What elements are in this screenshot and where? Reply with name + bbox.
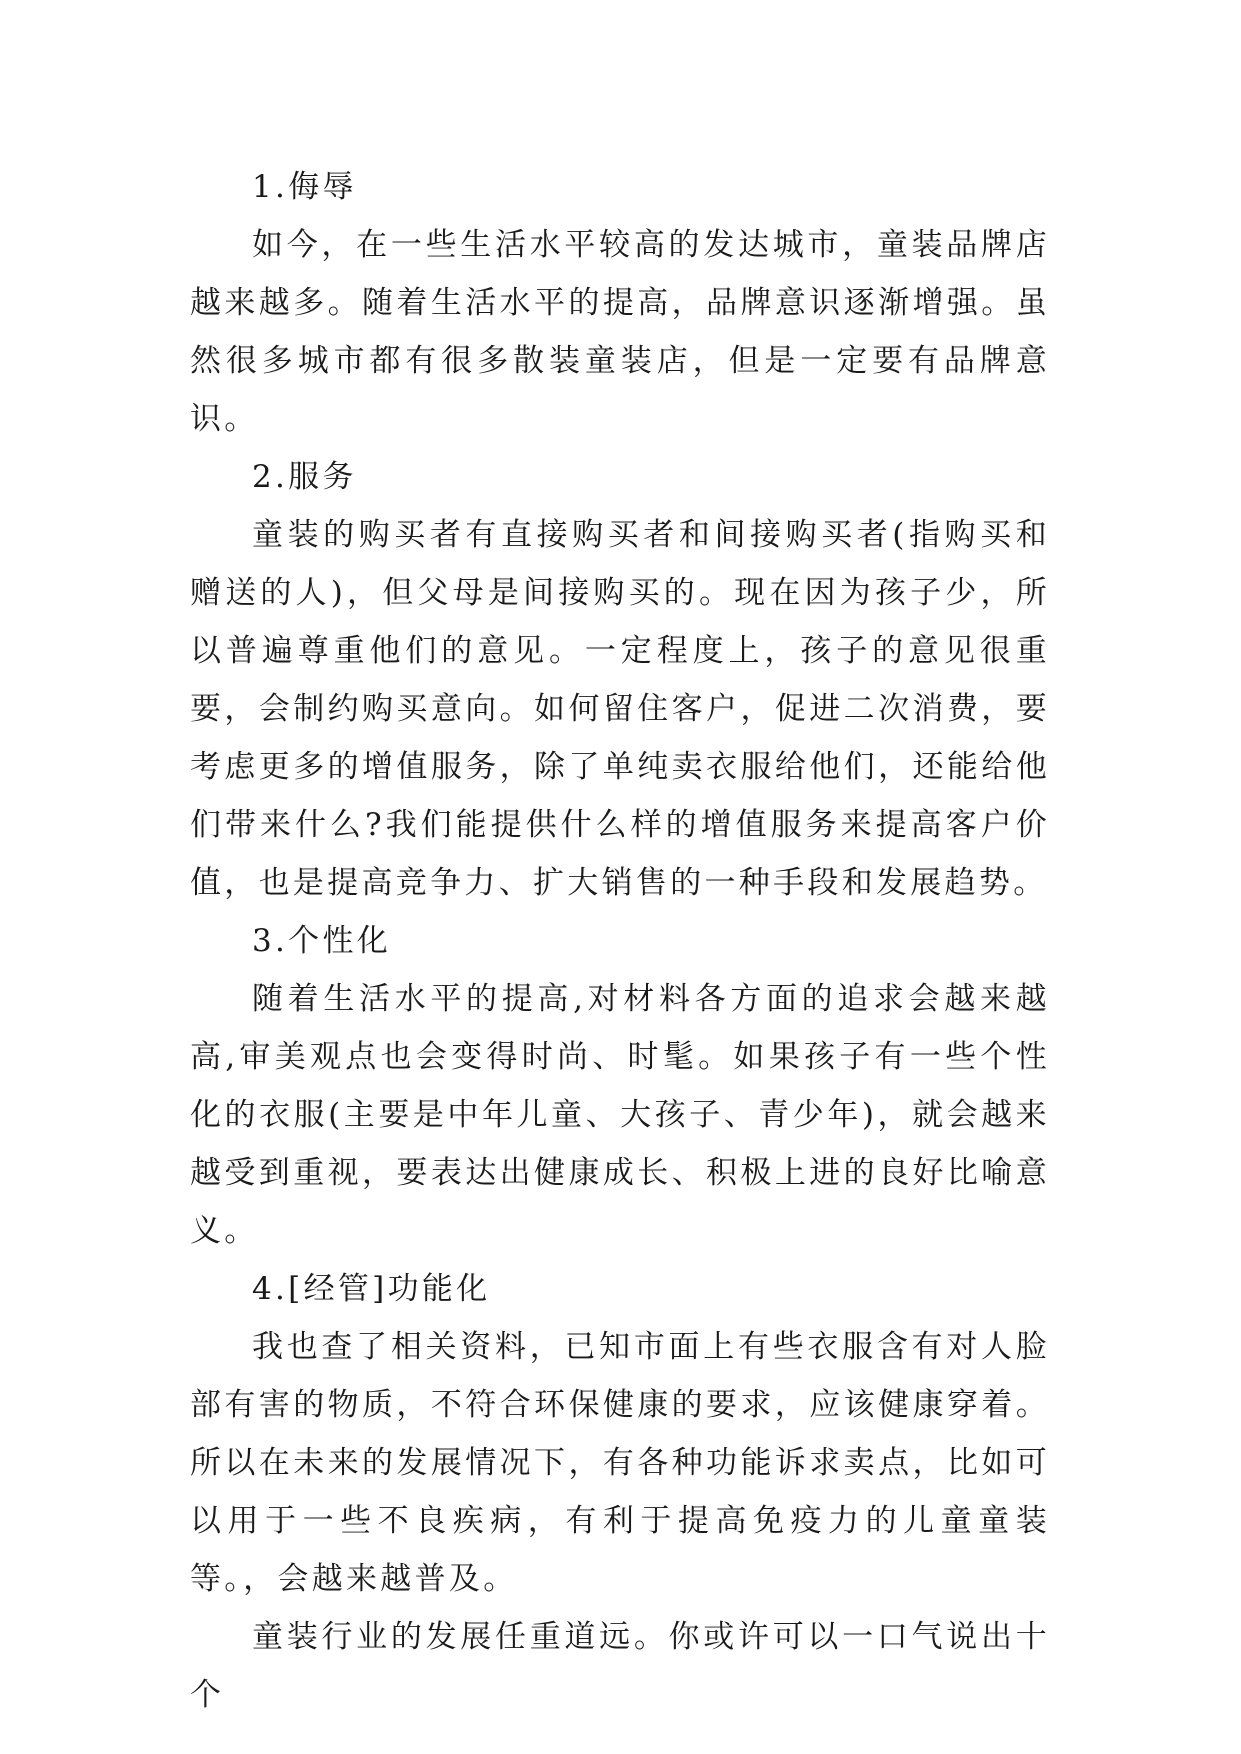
- section-heading-3: 3.个性化: [252, 923, 392, 959]
- section-heading-2: 2.服务: [252, 459, 357, 495]
- paragraph-brand-awareness: 如今，在一些生活水平较高的发达城市，童装品牌店越来越多。随着生活水平的提高，品牌意识逐渐增强。虽然很多城市都有很多散装童装店，但是一定要有品牌意识。: [190, 227, 1050, 437]
- paragraph-industry-outlook: 童装行业的发展任重道远。你或许可以一口气说出十个: [190, 1619, 1050, 1713]
- document-body: [190, 158, 1050, 1724]
- section-heading-1: 1.侮辱: [252, 169, 357, 205]
- section-heading-4: 4.[经管]功能化: [252, 1271, 491, 1307]
- paragraph-functionality: 我也查了相关资料，已知市面上有些衣服含有对人脸部有害的物质，不符合环保健康的要求，应该健康穿着。所以在未来的发展情况下，有各种功能诉求卖点，比如可以用于一些不良疾病，有利于提高免疫力的儿童童装等。，会越来越普及。: [190, 1329, 1050, 1597]
- paragraph-personalization: 随着生活水平的提高,对材料各方面的追求会越来越高,审美观点也会变得时尚、时髦。如果孩子有一些个性化的衣服(主要是中年儿童、大孩子、青少年)，就会越来越受到重视，要表达出健康成长、积极上进的良好比喻意义。: [190, 981, 1050, 1249]
- paragraph-service: 童装的购买者有直接购买者和间接购买者(指购买和赠送的人)，但父母是间接购买的。现在因为孩子少，所以普遍尊重他们的意见。一定程度上，孩子的意见很重要，会制约购买意向。如何留住客户，促进二次消费，要考虑更多的增值服务，除了单纯卖衣服给他们，还能给他们带来什么?我们能提供什么样的增值服务来提高客户价值，也是提高竞争力、扩大销售的一种手段和发展趋势。: [190, 517, 1050, 901]
